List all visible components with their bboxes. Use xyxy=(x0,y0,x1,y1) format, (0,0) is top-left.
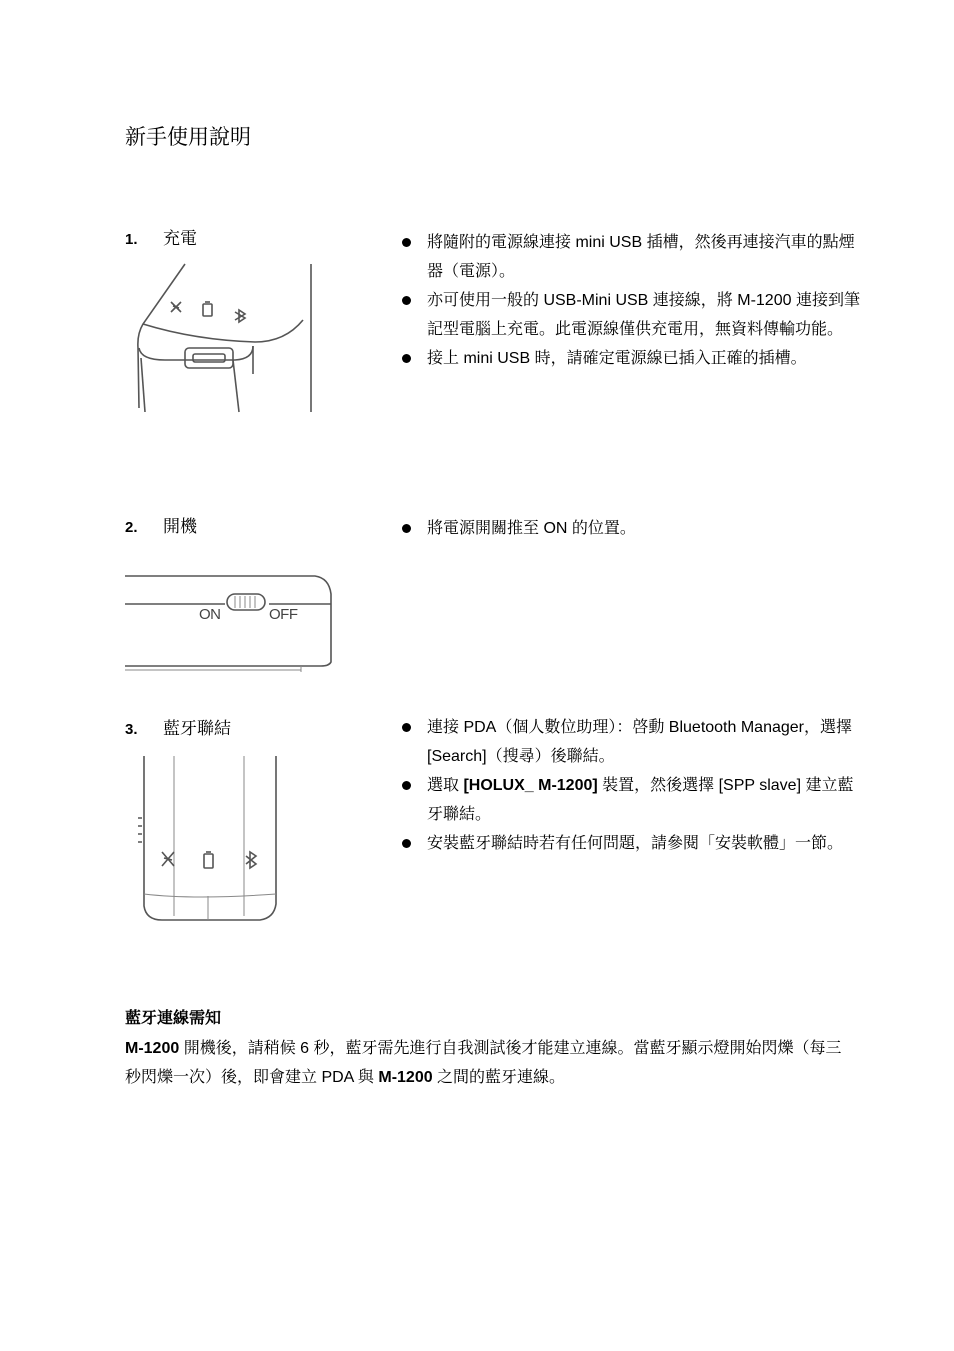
device-name: [HOLUX_ M-1200] xyxy=(463,777,598,794)
step-2-label: 開機 xyxy=(163,517,197,536)
note-heading: 藍牙連線需知 xyxy=(125,1010,222,1027)
bullet-text: 將電源開關推至 ON 的位置。 xyxy=(427,520,636,537)
page-title: 新手使用說明 xyxy=(125,126,251,149)
step-1-bullets xyxy=(400,228,860,373)
device-charging-port-image xyxy=(135,262,317,414)
bullet-text-pre: 選取 xyxy=(427,777,464,794)
model-name: M-1200 xyxy=(378,1069,433,1086)
device-bluetooth-image xyxy=(134,756,284,928)
device-power-switch-image xyxy=(125,570,335,678)
bullet-dot-icon xyxy=(402,723,411,732)
switch-on-label: ON xyxy=(199,606,221,623)
bullet-dot-icon xyxy=(402,354,411,363)
step-3-bullets xyxy=(400,713,860,858)
bullet-text: 接上 mini USB 時，請確定電源線已插入正確的插槽。 xyxy=(427,350,807,367)
battery-icon xyxy=(203,302,212,316)
note-text: 開機後，請稍候 6 秒，藍牙需先進行自我測試後才能建立連線。當藍牙顯示燈開始閃爍（每三秒閃爍一次）後，即會建立 PDA 與 xyxy=(125,1040,842,1086)
bullet-text: 安裝藍牙聯結時若有任何問題，請參閱「安裝軟體」一節。 xyxy=(427,835,844,852)
note-body xyxy=(125,1034,845,1092)
gps-icon xyxy=(162,852,174,866)
battery-icon xyxy=(204,852,213,868)
bullet-dot-icon xyxy=(402,524,411,533)
bullet-text: 連接 PDA（個人數位助理）：啓動 Bluetooth Manager，選擇 [Search]（搜尋）後聯結。 xyxy=(427,719,852,765)
note-text: 之間的藍牙連線。 xyxy=(432,1069,566,1086)
bullet-dot-icon xyxy=(402,296,411,305)
bluetooth-icon xyxy=(246,852,256,868)
step-2-bullets xyxy=(400,514,860,543)
list-item xyxy=(400,829,860,858)
bullet-dot-icon xyxy=(402,238,411,247)
bullet-text-post: 裝置，然後選擇 [SPP slave] 建立藍牙聯結。 xyxy=(427,777,854,823)
step-2-number: 2. xyxy=(125,519,138,536)
step-3-label: 藍牙聯結 xyxy=(163,719,231,738)
step-1-label: 充電 xyxy=(163,229,197,248)
model-name: M-1200 xyxy=(125,1040,180,1057)
list-item xyxy=(400,713,860,771)
bluetooth-icon xyxy=(235,310,245,322)
step-3-number: 3. xyxy=(125,721,138,738)
list-item xyxy=(400,286,860,344)
list-item xyxy=(400,514,860,543)
bullet-text: 亦可使用一般的 USB-Mini USB 連接線，將 M-1200 連接到筆記型電腦上充電。此電源線僅供充電用，無資料傳輸功能。 xyxy=(427,292,860,338)
bullet-dot-icon xyxy=(402,839,411,848)
switch-off-label: OFF xyxy=(269,606,298,623)
gps-icon xyxy=(171,302,181,312)
step-1-number: 1. xyxy=(125,231,138,248)
bullet-dot-icon xyxy=(402,781,411,790)
bullet-text: 將隨附的電源線連接 mini USB 插槽，然後再連接汽車的點煙器（電源）。 xyxy=(427,234,855,280)
list-item xyxy=(400,771,860,829)
list-item xyxy=(400,228,860,286)
list-item xyxy=(400,344,860,373)
